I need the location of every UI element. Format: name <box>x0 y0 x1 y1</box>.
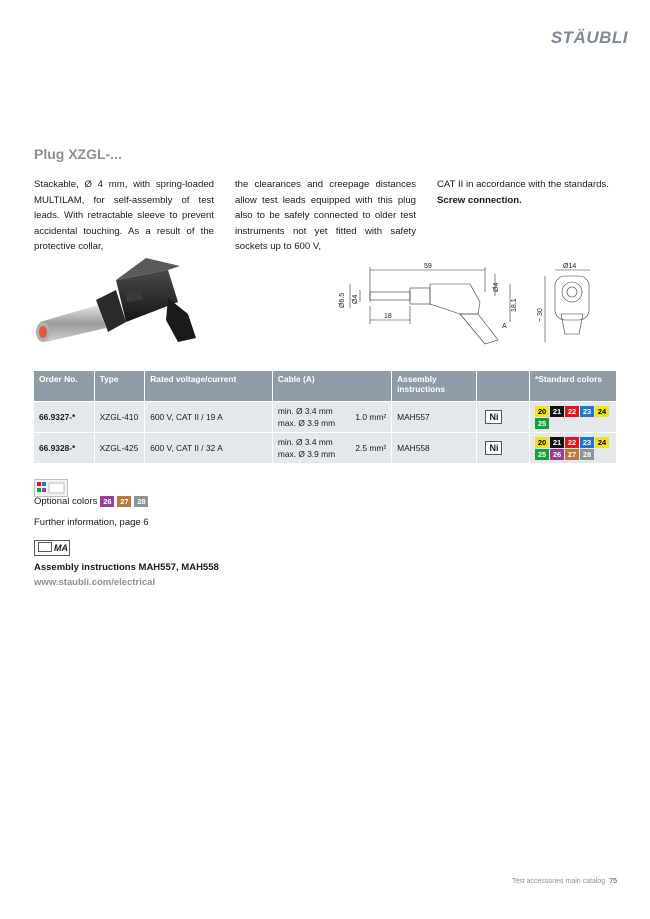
page-number: 75 <box>609 878 617 885</box>
table-row <box>34 433 617 464</box>
tool-icon <box>38 542 52 552</box>
th-rating: Rated voltage/current <box>145 371 273 402</box>
dim-4a: Ø4 <box>352 294 359 304</box>
description-col-2: the clearances and creepage distances allow test leads equipped with this plug also to be safely connected to older test instruments not yet fitted with safety sockets up to 600 V, <box>235 179 416 252</box>
th-assembly: Assembly instructions <box>392 371 477 402</box>
cable-max: max. Ø 3.9 mm <box>277 418 336 428</box>
th-colors: *Standard colors <box>530 371 617 402</box>
dim-14: Ø14 <box>563 263 577 270</box>
th-plating <box>477 371 530 402</box>
spec-table <box>34 371 617 463</box>
optional-colors <box>34 496 148 507</box>
color-swatch: 25 <box>535 449 549 460</box>
dim-4b: Ø4 <box>493 282 500 292</box>
th-type: Type <box>94 371 145 402</box>
product-title: Plug XZGL-... <box>34 146 122 162</box>
color-swatch: 27 <box>117 496 131 507</box>
cell-cable <box>272 402 391 433</box>
table-header-row <box>34 371 617 402</box>
color-swatch: 20 <box>535 406 549 417</box>
color-swatch: 21 <box>550 437 564 448</box>
brand-logo: STÄUBLI <box>550 28 628 47</box>
dim-30: ~ 30 <box>537 308 544 322</box>
cell-assembly: MAH557 <box>392 402 477 433</box>
dim-181: 18.1 <box>511 298 518 312</box>
color-swatch: 21 <box>550 406 564 417</box>
technical-drawing-side <box>330 262 530 352</box>
ma-label: MA <box>54 543 68 553</box>
page-footer <box>512 878 617 885</box>
cell-assembly: MAH558 <box>392 433 477 464</box>
optional-colors-label: Optional colors <box>34 496 98 507</box>
table-row <box>34 402 617 433</box>
color-options-icon <box>34 479 68 497</box>
color-swatch: 23 <box>580 437 594 448</box>
description-col-3 <box>437 177 617 208</box>
catalog-name: Test accessories main catalog <box>511 878 606 885</box>
cable-min: min. Ø 3.4 mm <box>277 406 333 416</box>
color-swatch: 27 <box>565 449 579 460</box>
color-swatch: 20 <box>535 437 549 448</box>
color-swatch: 25 <box>535 418 549 429</box>
cell-type: XZGL-425 <box>94 433 145 464</box>
cell-colors <box>530 402 617 433</box>
cell-rating: 600 V, CAT II / 32 A <box>145 433 273 464</box>
cable-cross: 2.5 mm² <box>355 443 387 453</box>
cell-rating: 600 V, CAT II / 19 A <box>145 402 273 433</box>
dim-18: 18 <box>384 313 392 320</box>
th-order: Order No. <box>34 371 94 402</box>
cell-order: 66.9328-* <box>34 433 94 464</box>
product-photo <box>28 250 228 360</box>
cable-max: max. Ø 3.9 mm <box>277 449 336 459</box>
color-swatch: 28 <box>580 449 594 460</box>
cell-type: XZGL-410 <box>94 402 145 433</box>
description-col-1: Stackable, Ø 4 mm, with spring-loaded MULTILAM, for self-assembly of test leads. With retractable sleeve to prevent accidental touching. As a result of the protective collar, <box>34 179 214 252</box>
cell-plating <box>477 402 530 433</box>
ni-badge: Ni <box>485 410 502 424</box>
color-swatch: 26 <box>100 496 114 507</box>
color-swatch: 26 <box>550 449 564 460</box>
color-swatch: 24 <box>595 437 609 448</box>
cell-plating <box>477 433 530 464</box>
cable-cross: 1.0 mm² <box>355 412 387 422</box>
website-link[interactable]: www.staubli.com/electrical <box>34 577 156 588</box>
cell-colors <box>530 433 617 464</box>
cable-min: min. Ø 3.4 mm <box>277 437 333 447</box>
dim-59: 59 <box>424 263 432 270</box>
th-cable: Cable (A) <box>272 371 391 402</box>
color-swatch: 23 <box>580 406 594 417</box>
color-swatch: 22 <box>565 437 579 448</box>
screw-connection-note: Screw connection. <box>437 194 522 206</box>
color-swatch: 28 <box>134 496 148 507</box>
dim-65: Ø6.5 <box>339 292 346 308</box>
color-swatch: 24 <box>595 406 609 417</box>
cell-order: 66.9327-* <box>34 402 94 433</box>
assembly-note: Assembly instructions MAH557, MAH558 <box>34 562 219 573</box>
color-swatch: 22 <box>565 406 579 417</box>
assembly-icon <box>34 540 70 556</box>
ni-badge: Ni <box>485 441 502 455</box>
technical-drawing-front <box>535 262 605 352</box>
further-info: Further information, page 6 <box>34 517 149 528</box>
cell-cable <box>272 433 391 464</box>
dim-a: A <box>502 323 507 330</box>
description-col-3-text: CAT II in accordance with the standards. <box>437 179 609 190</box>
